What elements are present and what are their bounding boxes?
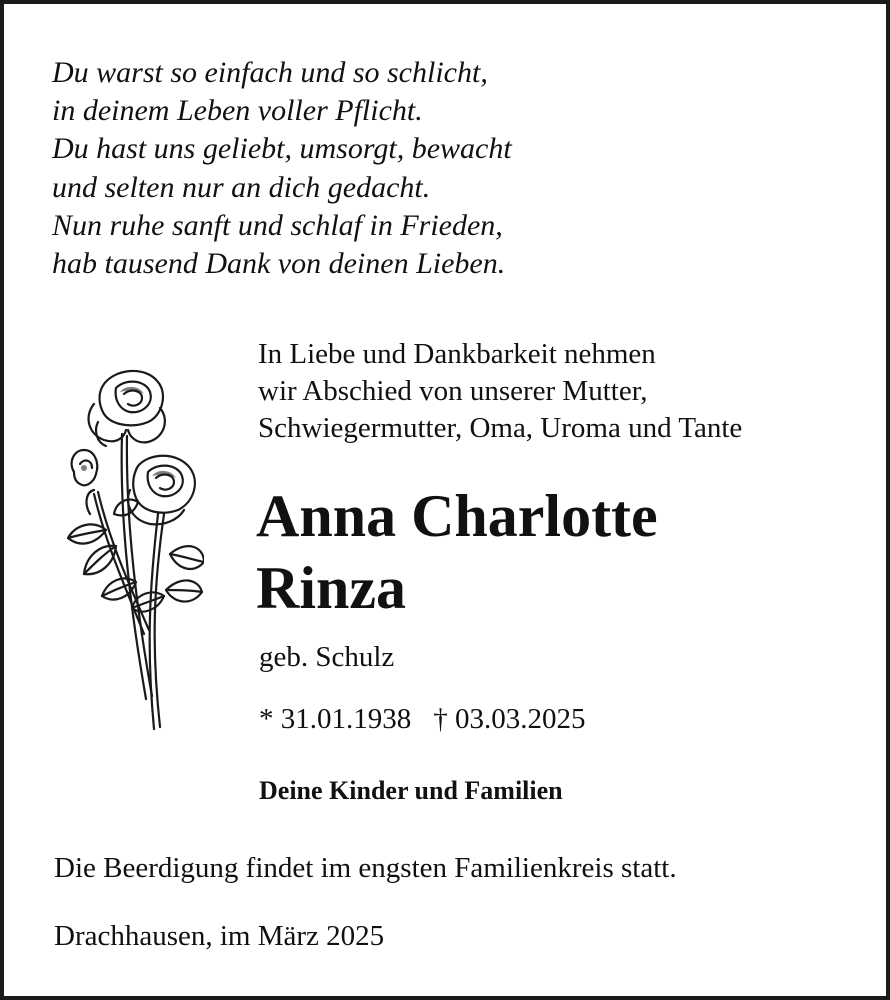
memorial-poem — [52, 54, 512, 283]
birth-date: * 31.01.1938 — [259, 703, 412, 735]
poem-line: und selten nur an dich gedacht. — [52, 170, 431, 204]
cross-icon: † — [433, 703, 448, 735]
intro-line: wir Abschied von unserer Mutter, — [258, 375, 648, 407]
farewell-intro — [258, 336, 742, 447]
name-last-line: Rinza — [256, 555, 406, 621]
place-date: Drachhausen, im März 2025 — [54, 920, 385, 952]
maiden-name: geb. Schulz — [259, 641, 395, 673]
life-dates — [259, 702, 586, 736]
poem-line: Du hast uns geliebt, umsorgt, bewacht — [52, 132, 512, 166]
roses-icon — [54, 364, 204, 734]
name-first-line: Anna Charlotte — [256, 483, 658, 549]
poem-line: in deinem Leben voller Pflicht. — [52, 94, 423, 128]
funeral-note: Die Beerdigung findet im engsten Familienkreis statt. — [54, 852, 677, 884]
deceased-name — [256, 480, 658, 624]
mourners-signature: Deine Kinder und Familien — [259, 776, 563, 805]
poem-line: hab tausend Dank von deinen Lieben. — [52, 247, 506, 281]
intro-line: Schwiegermutter, Oma, Uroma und Tante — [258, 412, 743, 444]
poem-line: Nun ruhe sanft und schlaf in Frieden, — [52, 208, 503, 242]
death-date: 03.03.2025 — [455, 703, 586, 735]
intro-line: In Liebe und Dankbarkeit nehmen — [258, 338, 656, 370]
poem-line: Du warst so einfach und so schlicht, — [52, 56, 488, 89]
